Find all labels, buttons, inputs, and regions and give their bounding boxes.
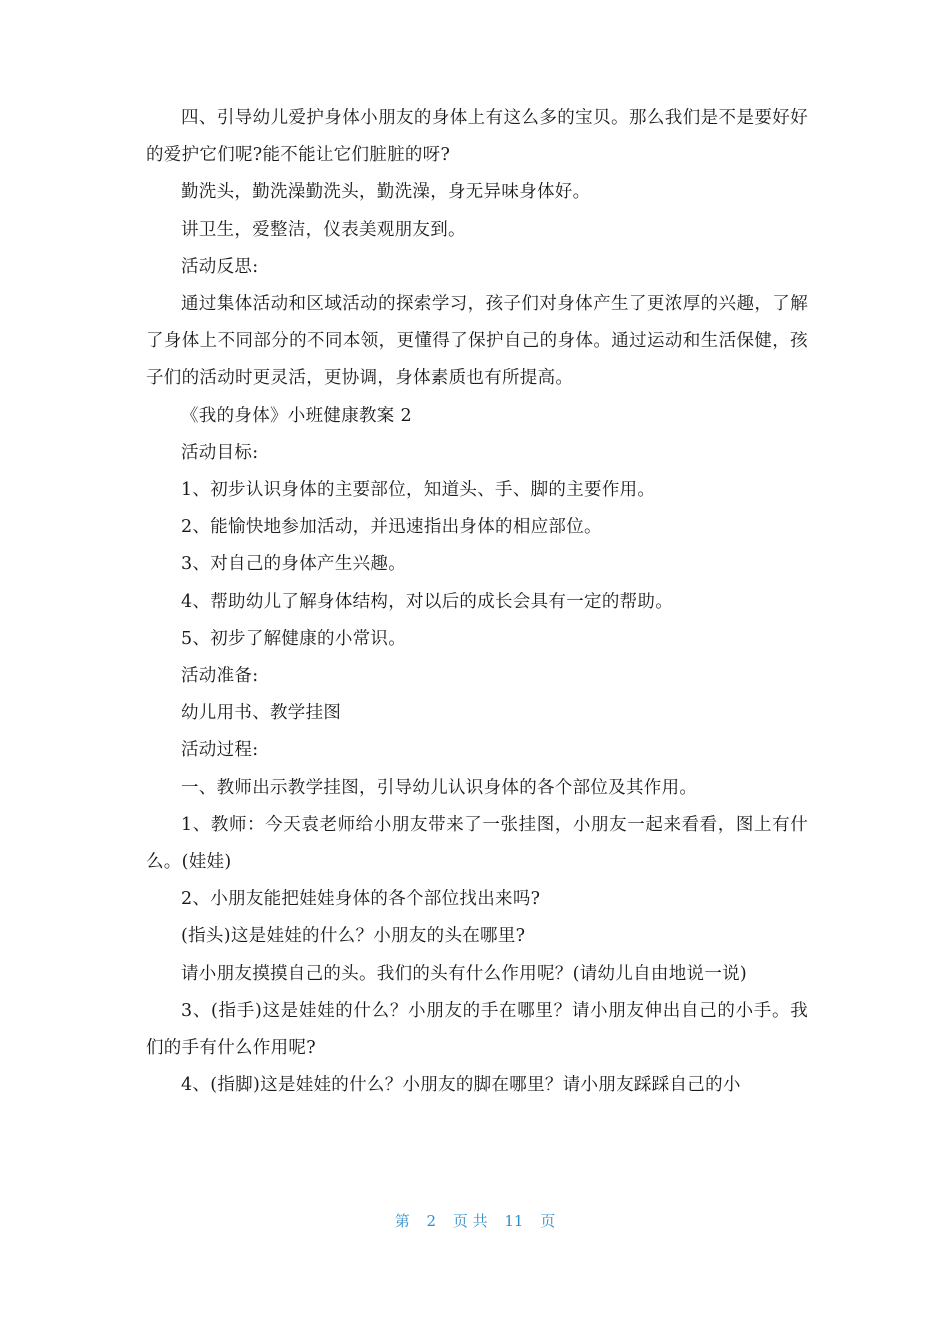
footer-middle: 页 共 [452, 1212, 488, 1230]
paragraph: 2、小朋友能把娃娃身体的各个部位找出来吗? [181, 889, 541, 910]
section-heading: 活动目标: [181, 442, 259, 463]
paragraph: 幼儿用书、教学挂图 [181, 703, 342, 724]
paragraph: 勤洗头，勤洗澡勤洗头，勤洗澡，身无异味身体好。 [181, 182, 591, 203]
paragraph: 4、(指脚)这是娃娃的什么？小朋友的脚在哪里？请小朋友踩踩自己的小 [181, 1075, 741, 1096]
section-heading: 活动过程: [181, 740, 259, 761]
footer-prefix: 第 [394, 1212, 410, 1230]
paragraph: 四、引导幼儿爱护身体小朋友的身体上有这么多的宝贝。那么我们是不是要好好的爱护它们呢?能不能让它们脏脏的呀? [146, 108, 808, 166]
paragraph: 请小朋友摸摸自己的头。我们的头有什么作用呢？(请幼儿自由地说一说) [181, 963, 748, 984]
list-item: 3、对自己的身体产生兴趣。 [181, 554, 407, 575]
lesson-title: 《我的身体》小班健康教案 2 [181, 405, 412, 426]
section-heading: 活动准备: [181, 666, 259, 687]
list-item: 2、能愉快地参加活动，并迅速指出身体的相应部位。 [181, 517, 602, 538]
footer-suffix: 页 [540, 1212, 556, 1230]
document-body [146, 100, 808, 1104]
list-item: 1、初步认识身体的主要部位，知道头、手、脚的主要作用。 [181, 480, 656, 501]
section-heading: 活动反思: [181, 256, 259, 277]
page-footer [0, 1210, 950, 1231]
paragraph: 一、教师出示教学挂图，引导幼儿认识身体的各个部位及其作用。 [181, 777, 698, 798]
paragraph: 讲卫生，爱整洁，仪表美观朋友到。 [181, 219, 466, 240]
footer-page-number: 2 [426, 1212, 437, 1230]
footer-total-pages: 11 [504, 1212, 524, 1230]
list-item: 5、初步了解健康的小常识。 [181, 628, 407, 649]
paragraph: 1、教师：今天袁老师给小朋友带来了一张挂图，小朋友一起来看看，图上有什么。(娃娃) [146, 814, 808, 873]
paragraph: (指头)这是娃娃的什么？小朋友的头在哪里? [181, 926, 526, 947]
paragraph: 通过集体活动和区域活动的探索学习，孩子们对身体产生了更浓厚的兴趣，了解了身体上不同部分的不同本领，更懂得了保护自己的身体。通过运动和生活保健，孩子们的活动时更灵活，更协调，身体素质也有所提高。 [146, 294, 808, 389]
list-item: 4、帮助幼儿了解身体结构，对以后的成长会具有一定的帮助。 [181, 591, 674, 612]
paragraph: 3、(指手)这是娃娃的什么？小朋友的手在哪里？请小朋友伸出自己的小手。我们的手有什么作用呢? [146, 1000, 808, 1059]
